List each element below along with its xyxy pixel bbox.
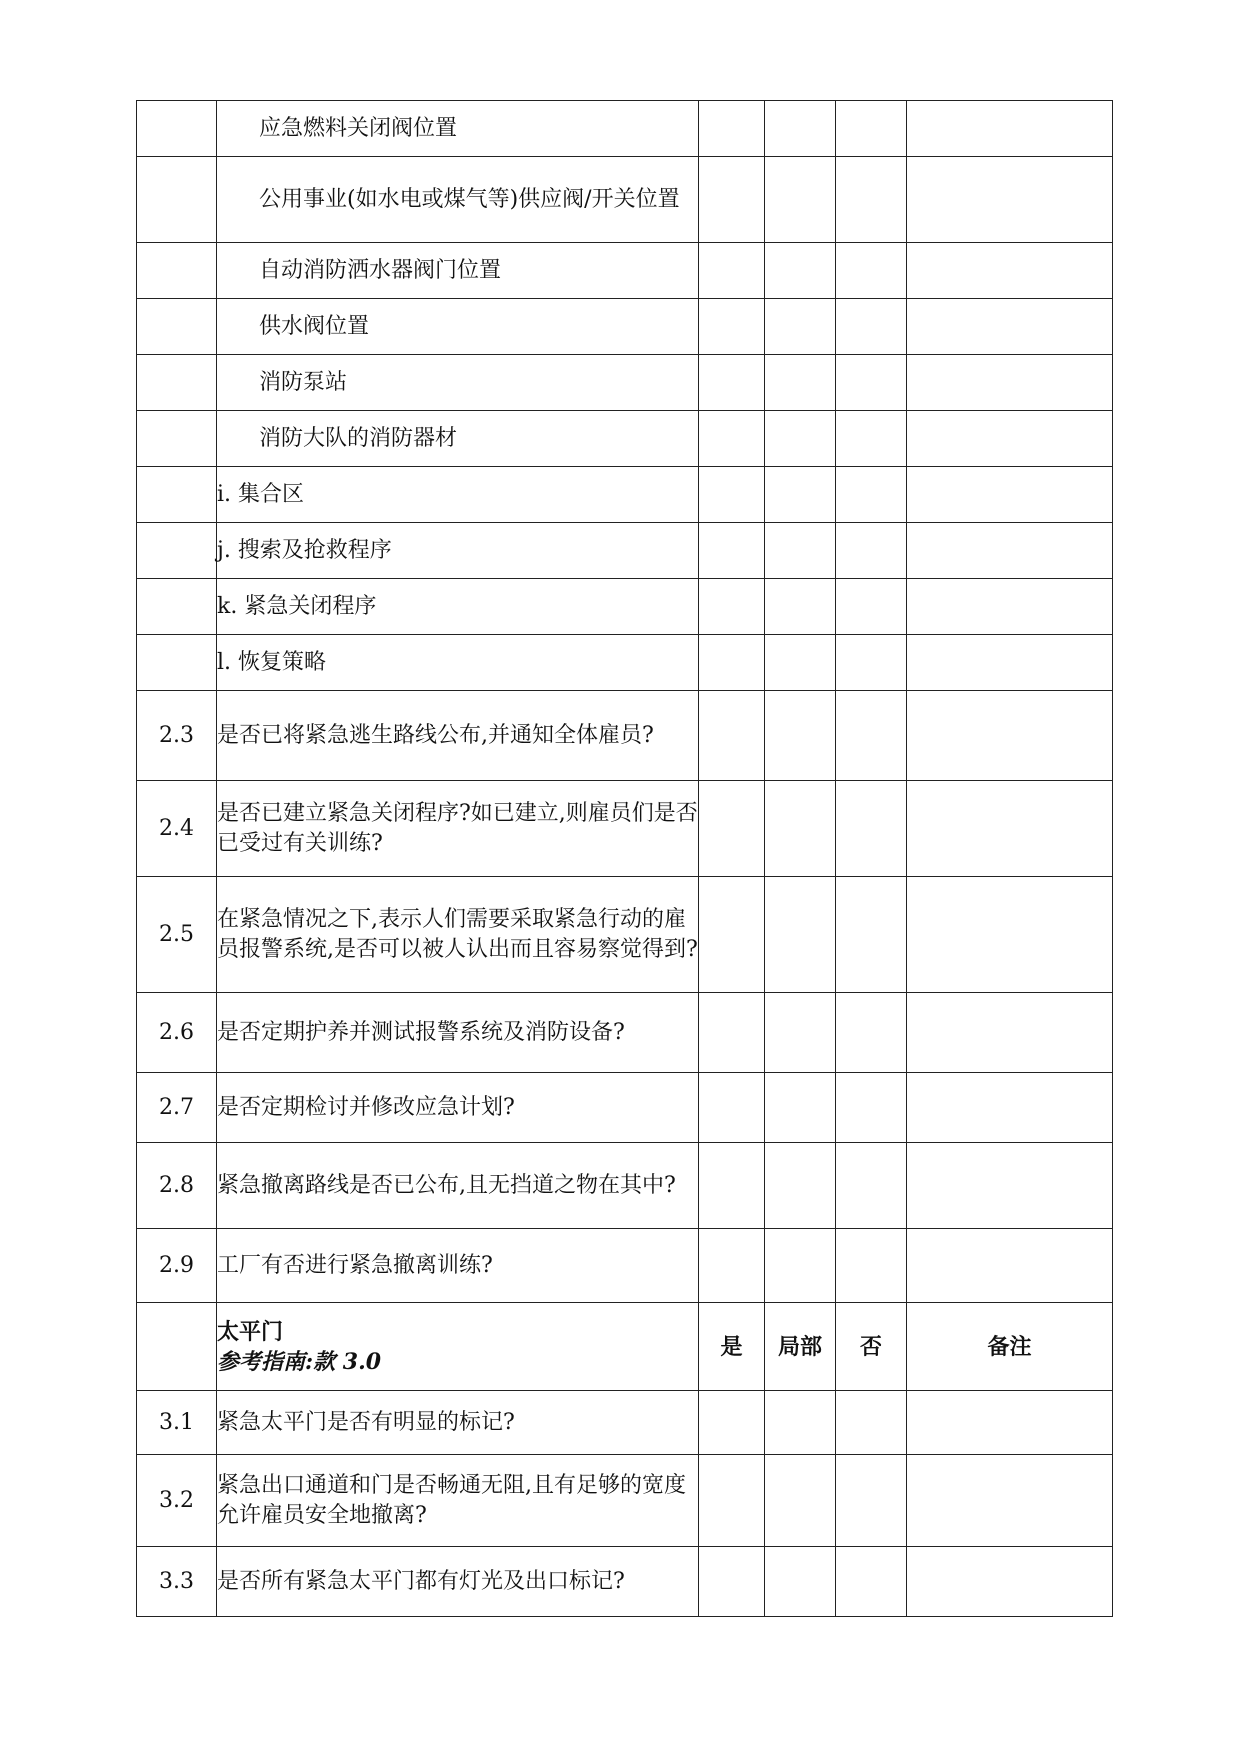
section-heading	[217, 1303, 699, 1391]
no-cell[interactable]	[836, 523, 907, 579]
partial-cell[interactable]	[765, 691, 836, 781]
no-cell[interactable]	[836, 877, 907, 993]
partial-cell[interactable]	[765, 243, 836, 299]
section-reference: 参考指南:款 3.0	[217, 1348, 382, 1375]
item-text: 供水阀位置	[217, 299, 699, 355]
partial-cell[interactable]	[765, 635, 836, 691]
table-row	[137, 1455, 1113, 1547]
partial-cell[interactable]	[765, 1073, 836, 1143]
remarks-cell[interactable]	[907, 579, 1113, 635]
item-text: 公用事业(如水电或煤气等)供应阀/开关位置	[217, 157, 699, 243]
yes-cell[interactable]	[699, 877, 765, 993]
remarks-cell[interactable]	[907, 635, 1113, 691]
table-row	[137, 1073, 1113, 1143]
table-row	[137, 1391, 1113, 1455]
table-row	[137, 993, 1113, 1073]
item-number	[137, 157, 217, 243]
section-title: 太平门	[217, 1318, 284, 1345]
no-cell[interactable]	[836, 1143, 907, 1229]
item-number: 2.4	[137, 781, 217, 877]
partial-cell[interactable]	[765, 467, 836, 523]
remarks-cell[interactable]	[907, 299, 1113, 355]
remarks-cell[interactable]	[907, 411, 1113, 467]
item-number: 2.5	[137, 877, 217, 993]
remarks-cell[interactable]	[907, 1391, 1113, 1455]
item-number: 3.2	[137, 1455, 217, 1547]
item-text: j. 搜索及抢救程序	[217, 523, 699, 579]
yes-cell[interactable]	[699, 1143, 765, 1229]
item-text: 应急燃料关闭阀位置	[217, 101, 699, 157]
yes-cell[interactable]	[699, 1455, 765, 1547]
partial-cell[interactable]	[765, 1547, 836, 1617]
item-number	[137, 523, 217, 579]
no-cell[interactable]	[836, 691, 907, 781]
item-number: 2.3	[137, 691, 217, 781]
table-row	[137, 1547, 1113, 1617]
item-text: 是否已建立紧急关闭程序?如已建立,则雇员们是否已受过有关训练?	[217, 781, 699, 877]
yes-cell[interactable]	[699, 1391, 765, 1455]
item-text: 消防泵站	[217, 355, 699, 411]
remarks-cell[interactable]	[907, 691, 1113, 781]
item-text: 工厂有否进行紧急撤离训练?	[217, 1229, 699, 1303]
item-text: 是否定期护养并测试报警系统及消防设备?	[217, 993, 699, 1073]
table-row	[137, 523, 1113, 579]
no-cell[interactable]	[836, 1455, 907, 1547]
remarks-cell[interactable]	[907, 1547, 1113, 1617]
item-number	[137, 411, 217, 467]
no-cell[interactable]	[836, 157, 907, 243]
yes-cell[interactable]	[699, 411, 765, 467]
table-row	[137, 781, 1113, 877]
partial-cell[interactable]	[765, 101, 836, 157]
remarks-cell[interactable]	[907, 467, 1113, 523]
partial-cell[interactable]	[765, 355, 836, 411]
no-cell[interactable]	[836, 579, 907, 635]
partial-cell[interactable]	[765, 157, 836, 243]
item-text: 紧急出口通道和门是否畅通无阻,且有足够的宽度允许雇员安全地撤离?	[217, 1455, 699, 1547]
yes-cell[interactable]	[699, 243, 765, 299]
item-number	[137, 101, 217, 157]
table-row	[137, 635, 1113, 691]
partial-cell[interactable]	[765, 1391, 836, 1455]
table-row	[137, 579, 1113, 635]
table-row	[137, 355, 1113, 411]
remarks-cell[interactable]	[907, 781, 1113, 877]
item-number	[137, 467, 217, 523]
yes-cell[interactable]	[699, 299, 765, 355]
yes-cell[interactable]	[699, 579, 765, 635]
partial-cell[interactable]	[765, 1143, 836, 1229]
no-cell[interactable]	[836, 299, 907, 355]
yes-cell[interactable]	[699, 993, 765, 1073]
item-number	[137, 579, 217, 635]
remarks-cell[interactable]	[907, 877, 1113, 993]
no-cell[interactable]	[836, 781, 907, 877]
partial-cell[interactable]	[765, 781, 836, 877]
no-cell[interactable]	[836, 467, 907, 523]
table-row	[137, 157, 1113, 243]
table-row	[137, 1143, 1113, 1229]
table-row	[137, 299, 1113, 355]
item-text: 紧急撤离路线是否已公布,且无挡道之物在其中?	[217, 1143, 699, 1229]
yes-cell[interactable]	[699, 1073, 765, 1143]
item-number: 2.9	[137, 1229, 217, 1303]
item-number: 2.7	[137, 1073, 217, 1143]
partial-cell[interactable]	[765, 411, 836, 467]
remarks-cell[interactable]	[907, 993, 1113, 1073]
item-number	[137, 299, 217, 355]
yes-cell[interactable]	[699, 101, 765, 157]
item-number: 2.6	[137, 993, 217, 1073]
remarks-cell[interactable]	[907, 101, 1113, 157]
partial-cell[interactable]	[765, 1229, 836, 1303]
no-cell[interactable]	[836, 1391, 907, 1455]
remarks-cell[interactable]	[907, 355, 1113, 411]
partial-cell[interactable]	[765, 579, 836, 635]
item-number: 3.1	[137, 1391, 217, 1455]
table-row	[137, 243, 1113, 299]
item-text: i. 集合区	[217, 467, 699, 523]
item-text: 是否所有紧急太平门都有灯光及出口标记?	[217, 1547, 699, 1617]
yes-cell[interactable]	[699, 467, 765, 523]
table-row	[137, 101, 1113, 157]
remarks-cell[interactable]	[907, 243, 1113, 299]
no-cell[interactable]	[836, 1229, 907, 1303]
partial-cell[interactable]	[765, 877, 836, 993]
section-header-row	[137, 1303, 1113, 1391]
yes-cell[interactable]	[699, 523, 765, 579]
column-header-partial: 局部	[765, 1303, 836, 1391]
remarks-cell[interactable]	[907, 523, 1113, 579]
no-cell[interactable]	[836, 1547, 907, 1617]
yes-cell[interactable]	[699, 635, 765, 691]
table-row	[137, 1229, 1113, 1303]
yes-cell[interactable]	[699, 781, 765, 877]
remarks-cell[interactable]	[907, 1073, 1113, 1143]
column-header-remarks: 备注	[907, 1303, 1113, 1391]
yes-cell[interactable]	[699, 691, 765, 781]
item-text: 是否定期检讨并修改应急计划?	[217, 1073, 699, 1143]
item-number	[137, 355, 217, 411]
remarks-cell[interactable]	[907, 1455, 1113, 1547]
item-text: l. 恢复策略	[217, 635, 699, 691]
no-cell[interactable]	[836, 355, 907, 411]
partial-cell[interactable]	[765, 1455, 836, 1547]
partial-cell[interactable]	[765, 993, 836, 1073]
table-row	[137, 877, 1113, 993]
table-row	[137, 411, 1113, 467]
emergency-checklist-table	[136, 100, 1113, 1617]
item-text: 紧急太平门是否有明显的标记?	[217, 1391, 699, 1455]
item-number	[137, 635, 217, 691]
no-cell[interactable]	[836, 993, 907, 1073]
no-cell[interactable]	[836, 101, 907, 157]
column-header-no: 否	[836, 1303, 907, 1391]
yes-cell[interactable]	[699, 355, 765, 411]
item-text: k. 紧急关闭程序	[217, 579, 699, 635]
remarks-cell[interactable]	[907, 157, 1113, 243]
item-number: 2.8	[137, 1143, 217, 1229]
section-number	[137, 1303, 217, 1391]
no-cell[interactable]	[836, 635, 907, 691]
yes-cell[interactable]	[699, 157, 765, 243]
item-text: 在紧急情况之下,表示人们需要采取紧急行动的雇员报警系统,是否可以被人认出而且容易察觉得到?	[217, 877, 699, 993]
remarks-cell[interactable]	[907, 1229, 1113, 1303]
yes-cell[interactable]	[699, 1229, 765, 1303]
item-text: 消防大队的消防器材	[217, 411, 699, 467]
table-row	[137, 467, 1113, 523]
item-text: 是否已将紧急逃生路线公布,并通知全体雇员?	[217, 691, 699, 781]
no-cell[interactable]	[836, 1073, 907, 1143]
partial-cell[interactable]	[765, 299, 836, 355]
item-number	[137, 243, 217, 299]
yes-cell[interactable]	[699, 1547, 765, 1617]
column-header-yes: 是	[699, 1303, 765, 1391]
no-cell[interactable]	[836, 243, 907, 299]
no-cell[interactable]	[836, 411, 907, 467]
remarks-cell[interactable]	[907, 1143, 1113, 1229]
table-row	[137, 691, 1113, 781]
partial-cell[interactable]	[765, 523, 836, 579]
item-number: 3.3	[137, 1547, 217, 1617]
item-text: 自动消防洒水器阀门位置	[217, 243, 699, 299]
